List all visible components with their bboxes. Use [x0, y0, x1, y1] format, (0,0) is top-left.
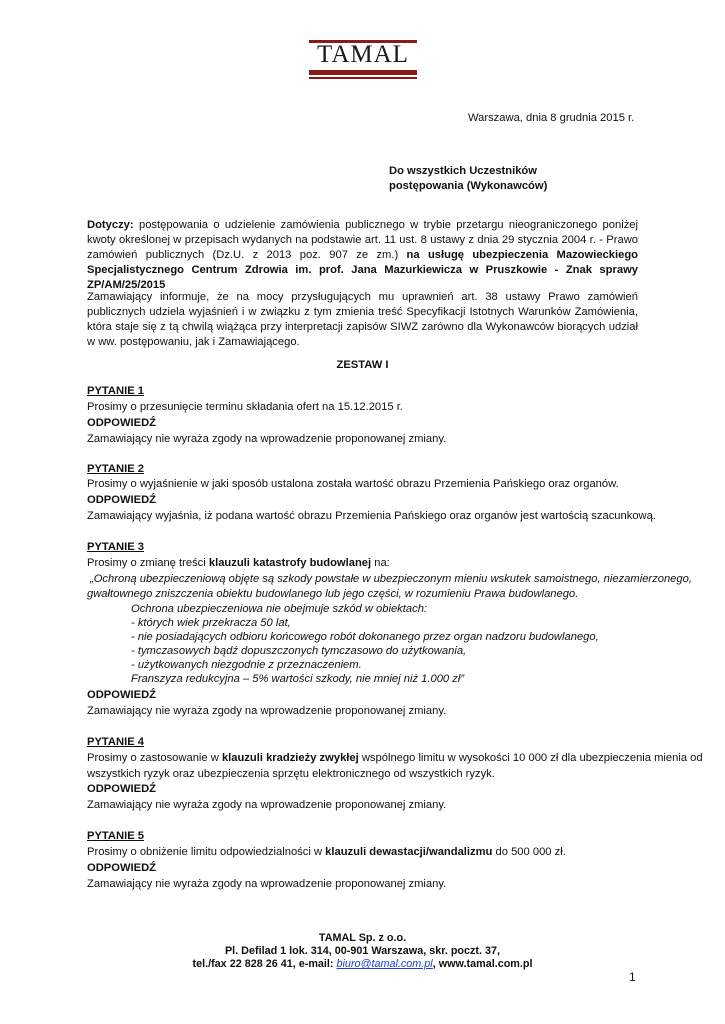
set-title: ZESTAW I [336, 359, 389, 371]
answer-4-text: Zamawiający nie wyraża zgody na wprowadzenie proponowanej zmiany. [87, 799, 447, 811]
question-4-text-b: wspólnego limitu w wysokości 10 000 zł dla ubezpieczenia mienia od [358, 752, 703, 764]
logo-bottom-bar [309, 70, 417, 75]
footer-contact-b: , www.tamal.com.pl [432, 958, 533, 970]
addressee [389, 164, 547, 194]
question-3-text [87, 556, 390, 570]
question-5-title: PYTANIE 5 [87, 830, 144, 842]
exclusions-title: Ochrona ubezpieczeniowa nie obejmuje szkód w obiektach: [131, 603, 428, 615]
footer-contact [0, 958, 725, 971]
answer-3-text: Zamawiający nie wyraża zgody na wprowadzenie proponowanej zmiany. [87, 705, 447, 717]
answer-1-label: ODPOWIEDŹ [87, 417, 156, 429]
question-2-text: Prosimy o wyjaśnienie w jaki sposób ustalona została wartość obrazu Przemienia Pańskiego oraz organów. [87, 478, 619, 490]
answer-4-label: ODPOWIEDŹ [87, 783, 156, 795]
question-3-text-bold: klauzuli katastrofy budowlanej [208, 557, 372, 569]
subject-paragraph [87, 218, 638, 293]
subject-text: postępowania o udzielenie zamówienia publicznego w trybie przetargu nieograniczonego poniżej kwoty określonej w przepisach wydanych na podstawie art. 11 ust. 8 ustawy z dnia 29 stycznia 2004 r. - Prawo zamówień publicznych (Dz.U. z 2013 poz. 907 ze zm.) [87, 219, 638, 261]
exclusion-item: - tymczasowych bądź dopuszczonych tymczasowo do użytkowania, [131, 645, 467, 657]
company-logo [307, 40, 419, 84]
question-5-text-a: Prosimy o obniżenie limitu odpowiedzialności w [87, 846, 326, 858]
subject-bold-text: na usługę ubezpieczenia Mazowieckiego Specjalistycznego Centrum Zdrowia im. prof. Jana Mazurkiewicza w Pruszkowie - Znak sprawy ZP/AM/25/2015 [87, 249, 638, 291]
logo-underline [309, 77, 417, 79]
subject-label: Dotyczy: [87, 219, 134, 231]
email-link[interactable]: biuro@tamal.com.pl [336, 958, 433, 970]
question-2-title: PYTANIE 2 [87, 463, 144, 475]
exclusion-item: - nie posiadających odbioru końcowego robót dokonanego przez organ nadzoru budowlanego, [131, 631, 599, 643]
question-5-text-bold: klauzuli dewastacji/wandalizmu [325, 846, 493, 858]
question-4-text-a: Prosimy o zastosowanie w [87, 752, 222, 764]
addressee-line-1: Do wszystkich Uczestników [389, 165, 537, 177]
answer-1-text: Zamawiający nie wyraża zgody na wprowadzenie proponowanej zmiany. [87, 433, 447, 445]
question-4-text-continued: wszystkich ryzyk oraz ubezpieczenia sprzętu elektronicznego od wszystkich ryzyk. [87, 768, 495, 780]
page-number: 1 [629, 970, 636, 984]
answer-2-label: ODPOWIEDŹ [87, 494, 156, 506]
question-5-text-b: do 500 000 zł. [492, 846, 566, 858]
quote-line-1: „Ochroną ubezpieczeniową objęte są szkody powstałe w ubezpieczonym mieniu wskutek samoistnego, niezamierzonego, [90, 573, 692, 585]
footer-contact-a: tel./fax 22 828 26 41, e-mail: [192, 958, 337, 970]
logo-text: TAMAL [317, 41, 409, 68]
question-3-text-b: na: [371, 557, 390, 569]
exclusion-item: - których wiek przekracza 50 lat, [131, 617, 291, 629]
answer-5-text: Zamawiający nie wyraża zgody na wprowadzenie proponowanej zmiany. [87, 878, 447, 890]
answer-5-label: ODPOWIEDŹ [87, 862, 156, 874]
question-4-text-bold: klauzuli kradzieży zwykłej [221, 752, 359, 764]
question-4-text [87, 751, 703, 765]
question-1-text: Prosimy o przesunięcie terminu składania ofert na 15.12.2015 r. [87, 401, 403, 413]
answer-2-text: Zamawiający wyjaśnia, iż podana wartość obrazu Przemienia Pańskiego oraz organów jest wartością szacunkową. [87, 510, 656, 522]
exclusion-item: - użytkowanych niezgodnie z przeznaczeniem. [131, 659, 362, 671]
franchise-line: Franszyza redukcyjna – 5% wartości szkody, nie mniej niż 1.000 zł” [131, 673, 465, 685]
footer-company: TAMAL Sp. z o.o. [318, 932, 407, 944]
footer-address: Pl. Defilad 1 lok. 314, 00-901 Warszawa, skr. poczt. 37, [224, 945, 501, 957]
question-1-title: PYTANIE 1 [87, 385, 144, 397]
addressee-line-2: postępowania (Wykonawców) [389, 180, 548, 192]
question-3-text-a: Prosimy o zmianę treści [87, 557, 209, 569]
date-line: Warszawa, dnia 8 grudnia 2015 r. [468, 112, 635, 124]
question-5-text [87, 845, 566, 859]
intro-paragraph: Zamawiający informuje, że na mocy przysługujących mu uprawnień art. 38 ustawy Prawo zamówień publicznych udziela wyjaśnień i w związku z tym zmienia treść Specyfikacji Istotnych Warunków Zamówienia, która staje się z tą chwilą wiążąca przy interpretacji zapisów SIWZ zarówno dla Wykonawców biorących udział w ww. postępowaniu, jak i Zamawiającego. [87, 291, 638, 348]
question-4-title: PYTANIE 4 [87, 736, 144, 748]
answer-3-label: ODPOWIEDŹ [87, 689, 156, 701]
quote-line-2: gwałtownego zniszczenia obiektu budowlanego lub jego części, w rozumieniu Prawa budowlanego. [87, 588, 579, 600]
question-3-title: PYTANIE 3 [87, 541, 144, 553]
